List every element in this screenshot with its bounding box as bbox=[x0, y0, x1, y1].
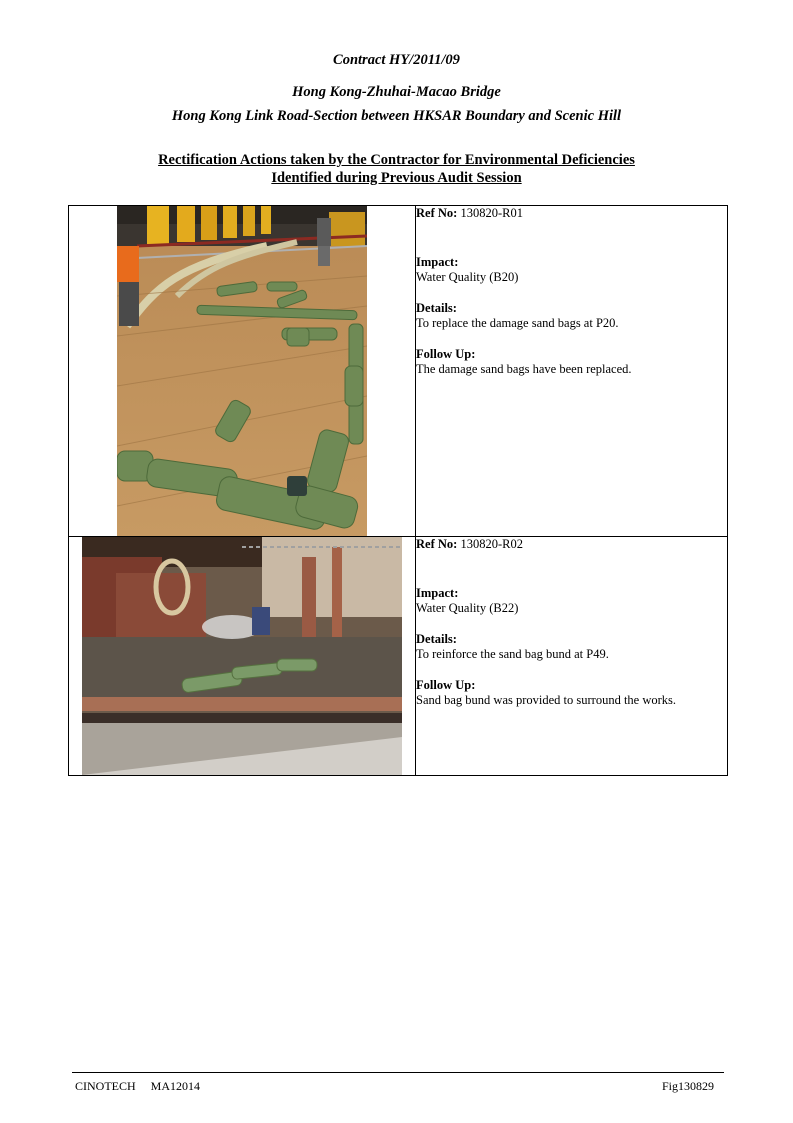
footer-company: CINOTECH bbox=[75, 1079, 136, 1093]
ref-no-row bbox=[416, 537, 727, 552]
details-value: To replace the damage sand bags at P20. bbox=[416, 316, 619, 330]
follow-up-label: Follow Up: bbox=[416, 347, 476, 361]
footer-left bbox=[75, 1079, 200, 1094]
ref-no-value: 130820-R02 bbox=[460, 537, 523, 551]
details-label: Details: bbox=[416, 301, 457, 315]
project-title: Hong Kong-Zhuhai-Macao Bridge bbox=[292, 84, 501, 100]
details-value: To reinforce the sand bag bund at P49. bbox=[416, 647, 609, 661]
ref-no-row bbox=[416, 206, 727, 221]
document-heading-line1: Rectification Actions taken by the Contractor for Environmental Deficiencies bbox=[158, 152, 635, 168]
footer-doc-code: MA12014 bbox=[150, 1079, 201, 1093]
table-row bbox=[69, 206, 728, 537]
entry-details-1 bbox=[416, 206, 728, 537]
impact-label: Impact: bbox=[416, 255, 459, 269]
site-photo-sandbags-deck bbox=[117, 206, 367, 536]
impact-value: Water Quality (B20) bbox=[416, 270, 519, 284]
follow-up-label: Follow Up: bbox=[416, 678, 476, 692]
entry-details-2 bbox=[416, 537, 728, 776]
site-photo-sandbag-bund bbox=[82, 537, 402, 775]
impact-value: Water Quality (B22) bbox=[416, 601, 519, 615]
photo-cell bbox=[69, 206, 416, 537]
ref-no-value: 130820-R01 bbox=[460, 206, 523, 220]
follow-up-value: Sand bag bund was provided to surround the works. bbox=[416, 693, 677, 707]
rectification-table bbox=[68, 205, 728, 776]
footer-figure-number: Fig130829 bbox=[661, 1079, 714, 1093]
document-heading-line2: Identified during Previous Audit Session bbox=[271, 170, 522, 186]
footer-divider bbox=[72, 1072, 724, 1073]
impact-label: Impact: bbox=[416, 586, 459, 600]
follow-up-value: The damage sand bags have been replaced. bbox=[416, 362, 632, 376]
details-label: Details: bbox=[416, 632, 457, 646]
contract-title: Contract HY/2011/09 bbox=[333, 52, 460, 68]
table-row bbox=[69, 537, 728, 776]
photo-cell bbox=[69, 537, 416, 776]
section-subtitle: Hong Kong Link Road-Section between HKSAR Boundary and Scenic Hill bbox=[171, 108, 622, 124]
ref-no-label: Ref No: bbox=[416, 537, 458, 551]
ref-no-label: Ref No: bbox=[416, 206, 458, 220]
